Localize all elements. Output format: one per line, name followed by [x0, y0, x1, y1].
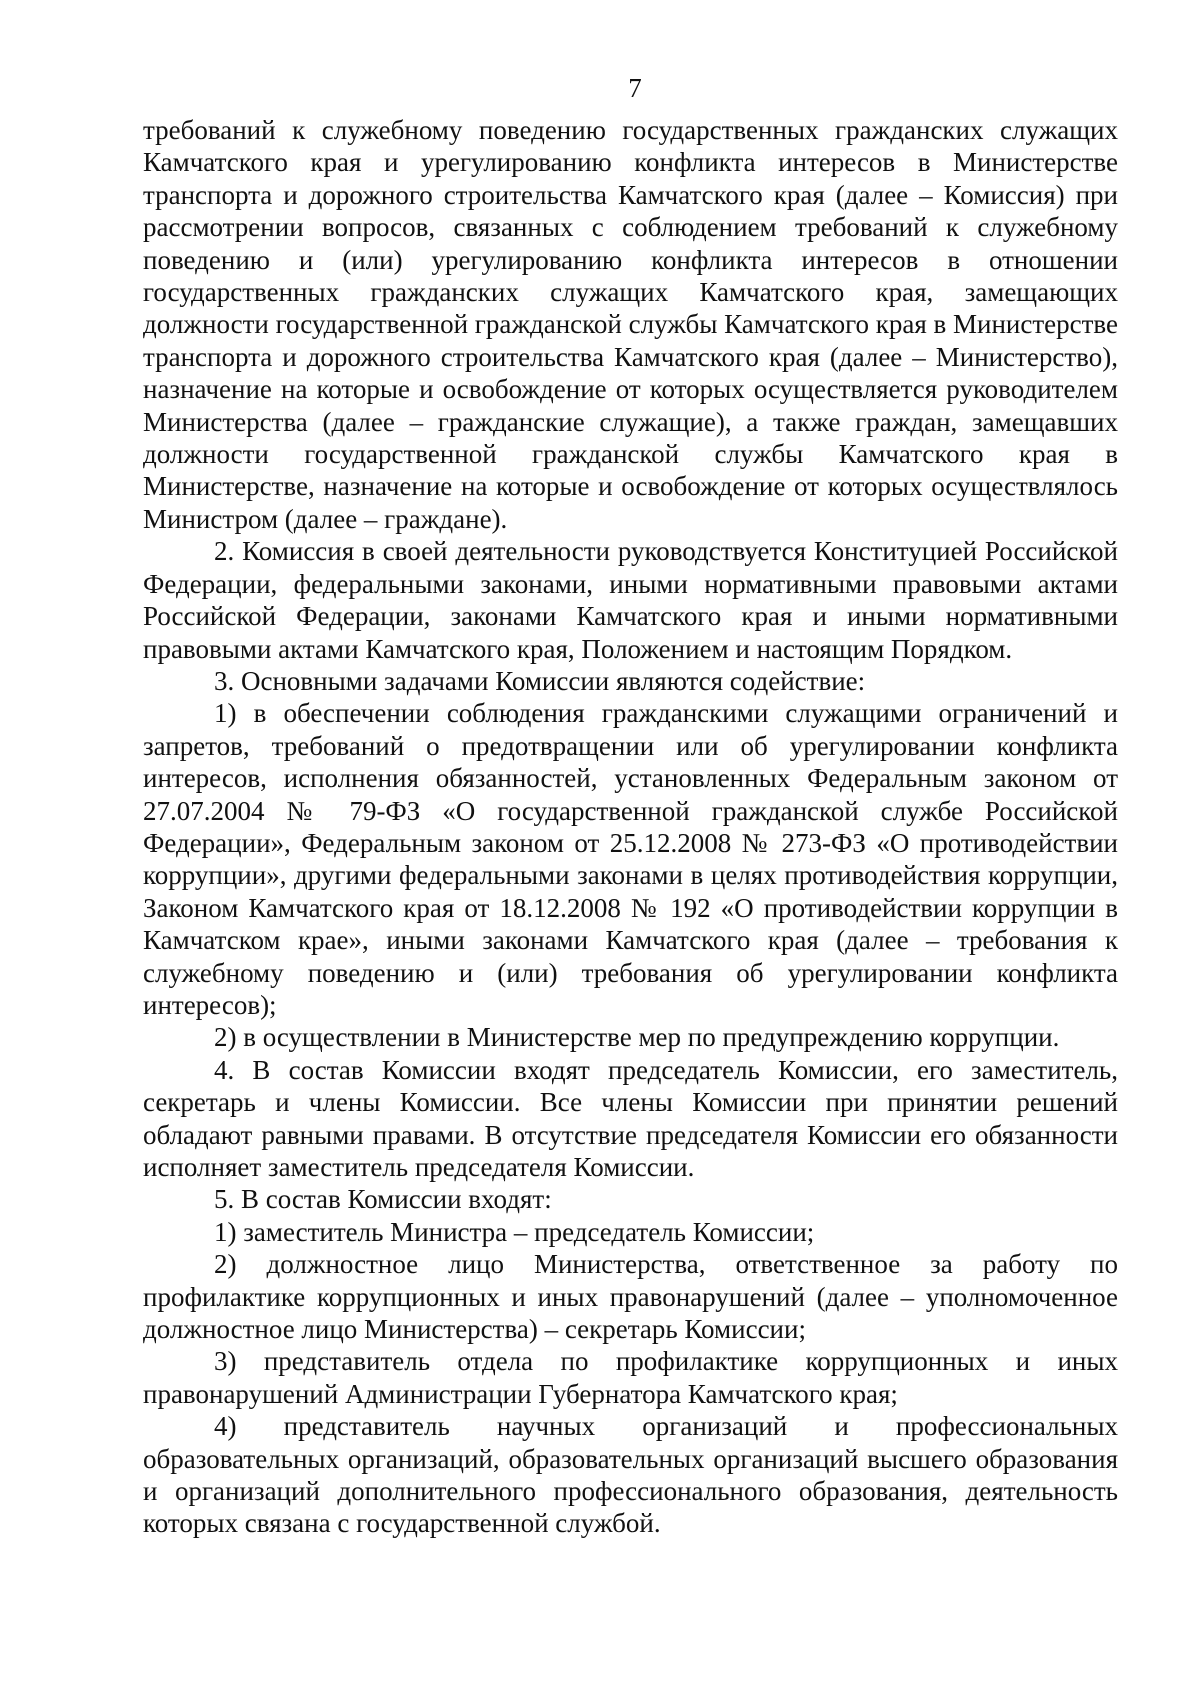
paragraph-item-3-1: 1) в обеспечении соблюдения гражданскими служащими ограничений и запретов, требований о предотвращении или об урегулировании конфликта интересов, исполнения обязанностей, установленных Федеральным законом от 27.07.2004 № 79-ФЗ «О государственной гражданской службе Российской Федерации», Федеральным законом от 25.12.2008 № 273-ФЗ «О противодействии коррупции», другими федеральными законами в целях противодействия коррупции, Законом Камчатского края от 18.12.2008 № 192 «О противодействии коррупции в Камчатском крае», иными законами Камчатского края (далее – требования к служебному поведению и (или) требования об урегулировании конфликта интересов); [143, 698, 1118, 1020]
paragraph-item-5-2: 2) должностное лицо Министерства, ответственное за работу по профилактике коррупционных и иных правонарушений (далее – уполномоченное должностное лицо Министерства) – секретарь Комиссии; [143, 1249, 1118, 1345]
paragraph-item-5-3: 3) представитель отдела по профилактике коррупционных и иных правонарушений Администрации Губернатора Камчатского края; [143, 1346, 1118, 1409]
paragraph-item-3-2: 2) в осуществлении в Министерстве мер по предупреждению коррупции. [214, 1022, 1060, 1053]
paragraph-continuation: требований к служебному поведению государственных гражданских служащих Камчатского края и урегулированию конфликта интересов в Министерстве транспорта и дорожного строительства Камчатского края (далее – Комиссия) при рассмотрении вопросов, связанных с соблюдением требований к служебному поведению и (или) урегулированию конфликта интересов в отношении государственных гражданских служащих Камчатского края, замещающих должности государственной гражданской службы Камчатского края в Министерстве транспорта и дорожного строительства Камчатского края (далее – Министерство), назначение на которые и освобождение от которых осуществляется руководителем Министерства (далее – гражданские служащие), а также граждан, замещавших должности государственной гражданской службы Камчатского края в Министерстве, назначение на которые и освобождение от которых осуществлялось Министром (далее – граждане). [143, 115, 1118, 534]
paragraph-item-4: 4. В состав Комиссии входят председатель Комиссии, его заместитель, секретарь и члены Комиссии. Все члены Комиссии при принятии решений обладают равными правами. В отсутствие председателя Комиссии его обязанности исполняет заместитель председателя Комиссии. [143, 1054, 1118, 1182]
paragraph-item-3: 3. Основными задачами Комиссии являются содействие: [214, 665, 866, 696]
page-number: 7 [628, 73, 642, 103]
paragraph-item-5-4: 4) представитель научных организаций и профессиональных образовательных организаций, образовательных организаций высшего образования и организаций дополнительного профессионального образования, деятельность которых связана с государственной службой. [143, 1411, 1118, 1539]
paragraph-item-5: 5. В состав Комиссии входят: [214, 1184, 552, 1215]
document-body [143, 114, 1118, 1540]
paragraph-item-2: 2. Комиссия в своей деятельности руководствуется Конституцией Российской Федерации, федеральными законами, иными нормативными правовыми актами Российской Федерации, законами Камчатского края и иными нормативными правовыми актами Камчатского края, Положением и настоящим Порядком. [143, 536, 1118, 664]
paragraph-item-5-1: 1) заместитель Министра – председатель Комиссии; [214, 1216, 815, 1247]
